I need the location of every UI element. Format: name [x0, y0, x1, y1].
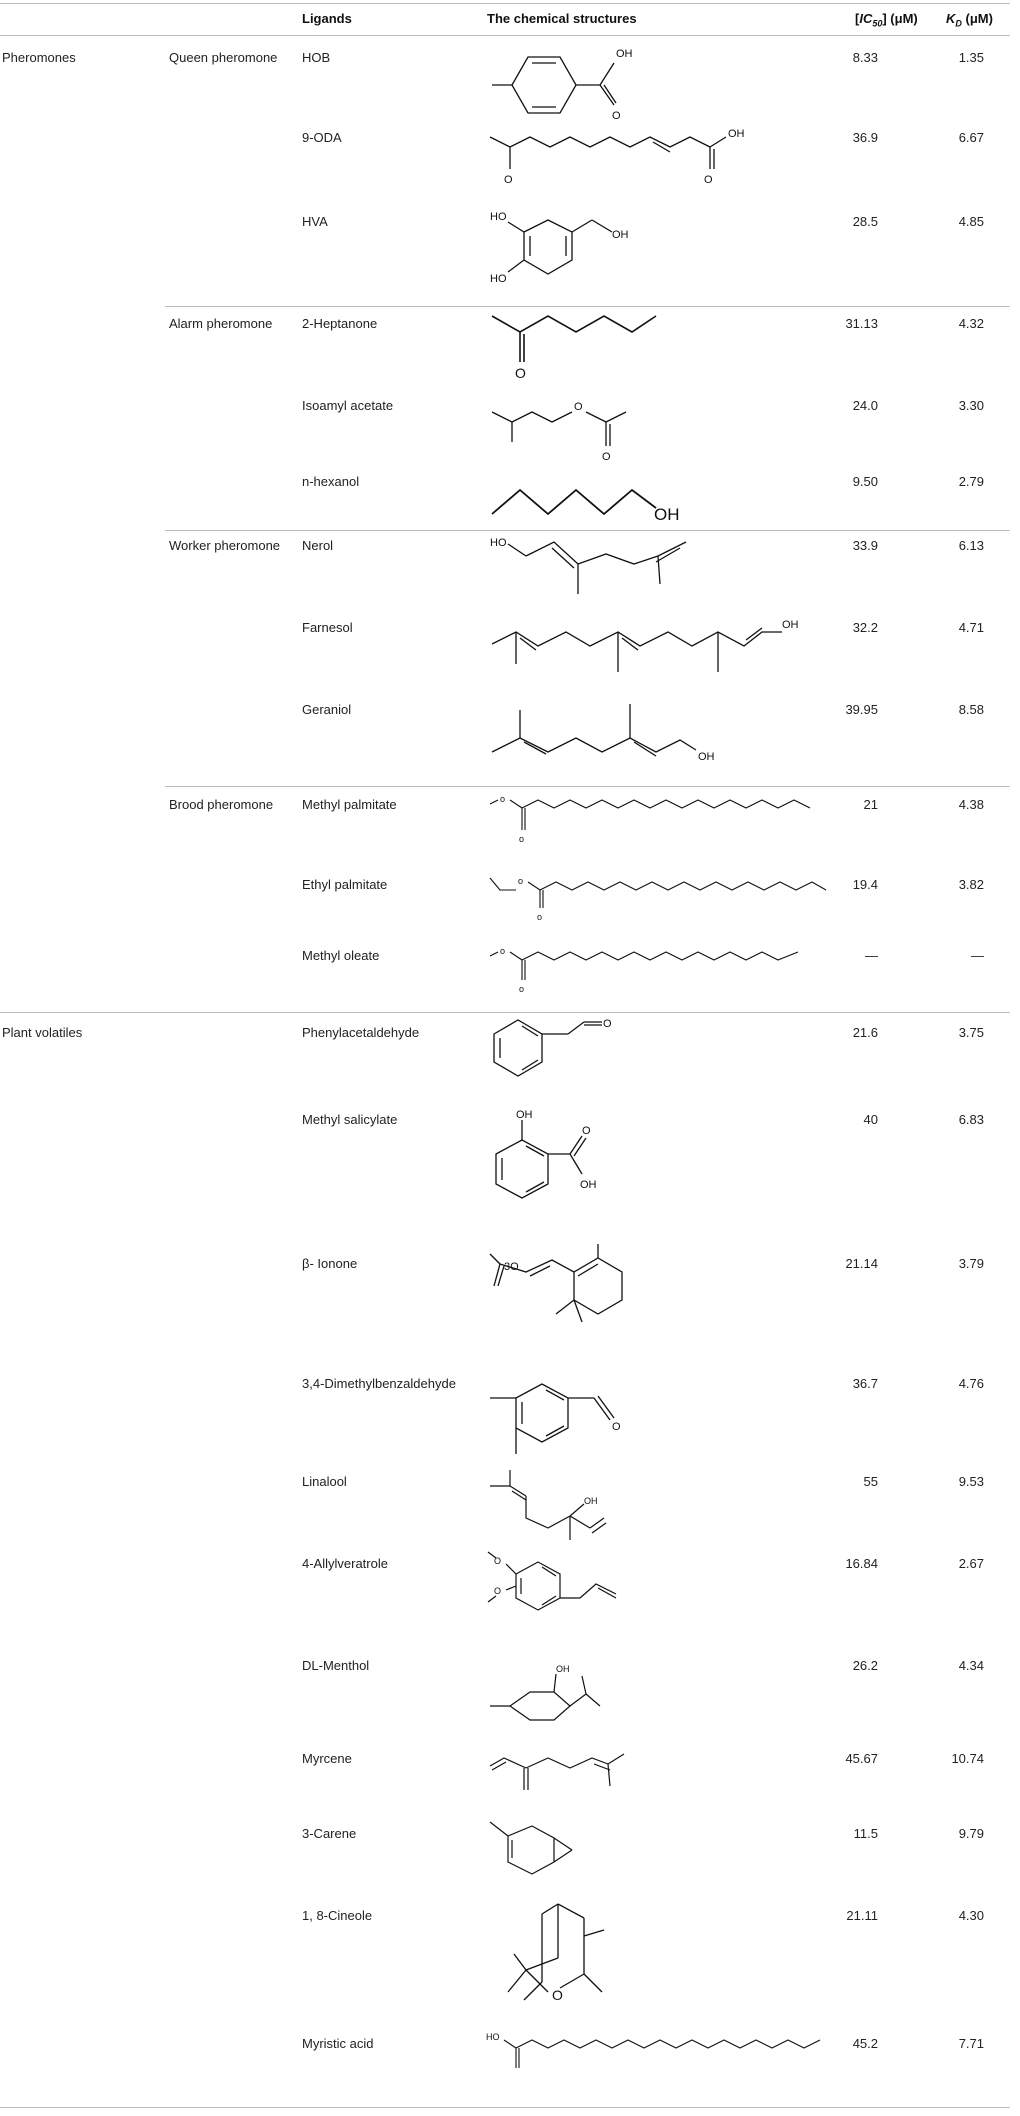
svg-text:OH: OH: [616, 48, 633, 60]
kd-value: 4.34: [958, 1658, 984, 1673]
ic50-value: 21.14: [845, 1256, 878, 1271]
ic50-value: 24.0: [852, 398, 878, 413]
kd-value: 4.38: [958, 797, 984, 812]
ligand-name: Phenylacetaldehyde: [302, 1025, 420, 1040]
group-label-plant-volatiles: Plant volatiles: [2, 1025, 83, 1040]
svg-text:OH: OH: [580, 1179, 597, 1191]
kd-value: 6.83: [958, 1112, 984, 1127]
svg-text:O: O: [494, 1586, 502, 1596]
kd-value: 6.13: [958, 538, 984, 553]
beta-ionone-structure: [486, 1248, 706, 1351]
ligand-name: HOB: [302, 50, 331, 65]
group-label-pheromones: Pheromones: [2, 50, 76, 65]
svg-text:O: O: [602, 451, 611, 463]
ic50-value: 36.7: [852, 1376, 878, 1391]
ligand-name: 2-Heptanone: [302, 316, 378, 331]
kd-value: 3.82: [958, 877, 984, 892]
svg-text:3O: 3O: [504, 1261, 519, 1273]
header-ic50: $[IC_{50}]$ (μM): [855, 11, 918, 29]
svg-text:o: o: [500, 794, 506, 804]
ic50-value: 21: [863, 797, 878, 812]
ligand-name: HVA: [302, 214, 328, 229]
ic50-value: 45.2: [852, 2036, 878, 2051]
kd-value: 4.32: [958, 316, 984, 331]
kd-value: 10.74: [951, 1751, 984, 1766]
phenylacetaldehyde-structure: [488, 1016, 688, 1099]
9-oda-structure: [488, 125, 788, 198]
ic50-value: 32.2: [852, 620, 878, 635]
ligand-name: Myristic acid: [302, 2036, 374, 2051]
n-hexanol-structure: [490, 468, 690, 531]
svg-text:OH: OH: [584, 1496, 598, 1506]
kd-value: 9.53: [958, 1474, 984, 1489]
subgroup-label-brood: Brood pheromone: [169, 797, 274, 812]
2-heptanone-structure: [490, 312, 690, 390]
ic50-value: 11.5: [853, 1826, 878, 1841]
svg-text:o: o: [500, 946, 506, 956]
ic50-value: 55: [863, 1474, 878, 1489]
kd-value: 3.75: [958, 1025, 984, 1040]
kd-value: 4.85: [958, 214, 984, 229]
svg-text:O: O: [603, 1018, 612, 1030]
ligand-name: Geraniol: [302, 702, 352, 717]
svg-text:O: O: [494, 1556, 502, 1566]
cineole-structure: [486, 1896, 686, 2029]
methyl-oleate-structure: [486, 942, 826, 1005]
nerol-structure: [490, 534, 770, 607]
ligand-name: Ethyl palmitate: [302, 877, 388, 892]
subgroup-label-worker: Worker pheromone: [169, 538, 281, 553]
myrcene-structure: [486, 1744, 706, 1807]
svg-text:o: o: [519, 984, 525, 994]
ic50-value: 31.13: [845, 316, 878, 331]
ic50-value: 16.84: [845, 1556, 878, 1571]
ligand-name: 4-Allylveratrole: [302, 1556, 388, 1571]
ic50-value: 19.4: [852, 877, 878, 892]
kd-value: 3.30: [958, 398, 984, 413]
methyl-salicylate-structure: [486, 1106, 686, 1229]
ethyl-palmitate-structure: [486, 868, 846, 941]
ligand-name: Isoamyl acetate: [302, 398, 394, 413]
ic50-value: 21.11: [846, 1908, 878, 1923]
svg-text:OH: OH: [728, 128, 745, 140]
ic50-value: 39.95: [845, 702, 878, 717]
ic50-value: 9.50: [852, 474, 878, 489]
myristic-acid-structure: [486, 2030, 836, 2093]
geraniol-structure: [490, 696, 750, 779]
ic50-value: 28.5: [852, 214, 878, 229]
svg-text:HO: HO: [490, 211, 507, 223]
table-top-rule: [0, 3, 1010, 4]
ligand-name: Myrcene: [302, 1751, 352, 1766]
svg-text:O: O: [582, 1125, 591, 1137]
linalool-structure: [486, 1466, 686, 1559]
svg-text:OH: OH: [516, 1109, 533, 1121]
ligand-name: DL-Menthol: [302, 1658, 370, 1673]
header-rule: [0, 35, 1010, 36]
header-ligands: Ligands: [302, 11, 352, 26]
ligand-name: Methyl palmitate: [302, 797, 397, 812]
kd-value: 4.30: [958, 1908, 984, 1923]
ligand-name: β- Ionone: [302, 1256, 358, 1271]
kd-value: 3.79: [958, 1256, 984, 1271]
dimethylbenzaldehyde-structure: [486, 1368, 686, 1481]
svg-text:HO: HO: [490, 537, 507, 549]
ligand-name: 1, 8-Cineole: [302, 1908, 373, 1923]
farnesol-structure: [490, 612, 810, 695]
ligand-name: Nerol: [302, 538, 334, 553]
kd-value: —: [971, 948, 984, 963]
svg-text:o: o: [518, 876, 524, 886]
ligand-name: 9-ODA: [302, 130, 342, 145]
ligand-name: Methyl oleate: [302, 948, 380, 963]
ligand-name: Methyl salicylate: [302, 1112, 398, 1127]
svg-text:O: O: [515, 365, 526, 381]
kd-value: 2.79: [958, 474, 984, 489]
allylveratrole-structure: [486, 1550, 686, 1653]
header-kd: $K_D$ (μM): [946, 11, 993, 29]
svg-text:OH: OH: [654, 505, 680, 524]
svg-text:O: O: [704, 174, 713, 186]
ic50-value: 21.6: [852, 1025, 878, 1040]
svg-text:o: o: [519, 834, 525, 844]
ic50-value: 45.67: [845, 1751, 878, 1766]
svg-text:O: O: [574, 401, 583, 413]
ic50-value: 33.9: [852, 538, 878, 553]
subgroup-label-queen: Queen pheromone: [169, 50, 278, 65]
svg-text:OH: OH: [782, 619, 799, 631]
ic50-value: 26.2: [852, 1658, 878, 1673]
ic50-value: 40: [863, 1112, 878, 1127]
ic50-value: 36.9: [852, 130, 878, 145]
subgroup-rule: [165, 786, 1010, 787]
table-bottom-rule: [0, 2107, 1010, 2108]
kd-value: 1.35: [958, 50, 984, 65]
svg-text:O: O: [612, 110, 621, 122]
kd-value: 9.79: [958, 1826, 984, 1841]
dl-menthol-structure: [486, 1652, 686, 1755]
kd-value: 6.67: [958, 130, 984, 145]
ligand-name: 3,4-Dimethylbenzaldehyde: [302, 1376, 456, 1391]
ligand-name: Linalool: [302, 1474, 347, 1489]
svg-text:O: O: [612, 1421, 621, 1433]
kd-value: 7.71: [958, 2036, 984, 2051]
kd-value: 4.76: [958, 1376, 984, 1391]
svg-text:HO: HO: [486, 2032, 500, 2042]
svg-text:O: O: [504, 174, 513, 186]
kd-value: 8.58: [958, 702, 984, 717]
svg-text:OH: OH: [556, 1664, 570, 1674]
isoamyl-acetate-structure: [490, 392, 690, 475]
ic50-value: 8.33: [852, 50, 878, 65]
kd-value: 4.71: [958, 620, 984, 635]
ic50-value: —: [865, 948, 878, 963]
kd-value: 2.67: [958, 1556, 984, 1571]
svg-text:o: o: [537, 912, 543, 922]
ligand-name: Farnesol: [302, 620, 353, 635]
svg-text:OH: OH: [612, 229, 629, 241]
ligand-name: 3-Carene: [302, 1826, 357, 1841]
ligand-name: n-hexanol: [302, 474, 360, 489]
header-chemical-structures: The chemical structures: [487, 11, 637, 26]
group-rule: [0, 1012, 1010, 1013]
subgroup-rule: [165, 306, 1010, 307]
svg-text:OH: OH: [698, 751, 715, 763]
subgroup-label-alarm: Alarm pheromone: [169, 316, 273, 331]
svg-text:O: O: [552, 1987, 563, 2003]
svg-text:HO: HO: [490, 273, 507, 285]
hva-structure: [488, 208, 688, 301]
methyl-palmitate-structure: [486, 790, 836, 863]
hob-structure: [490, 45, 690, 122]
